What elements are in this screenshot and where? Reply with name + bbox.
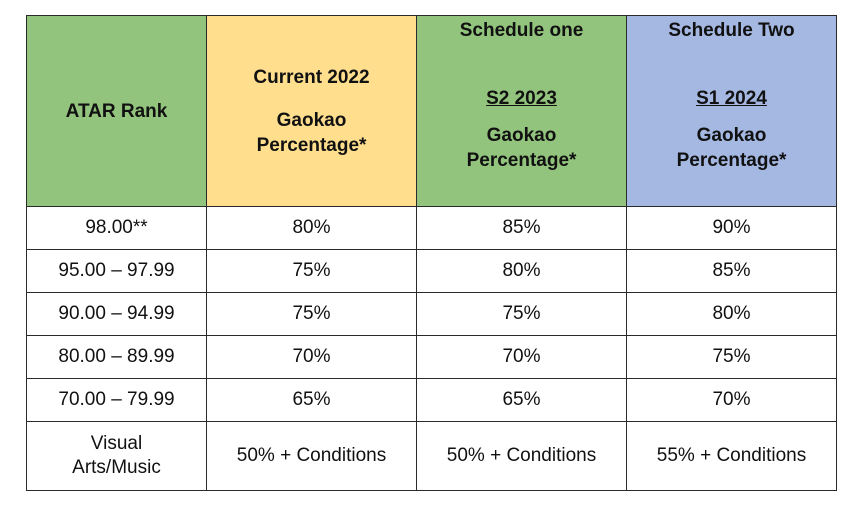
header-current-metric-2: Percentage*	[256, 134, 367, 156]
cell-current: 50% + Conditions	[207, 422, 417, 491]
header-schedule-one-title: Schedule one	[459, 20, 584, 41]
cell-schedule-two: 90%	[627, 207, 837, 250]
cell-schedule-two: 85%	[627, 250, 837, 293]
table-row	[27, 336, 837, 379]
cell-current: 75%	[207, 293, 417, 336]
table-header-row	[27, 16, 837, 207]
header-schedule-one-metric-1: Gaokao	[486, 125, 557, 146]
cell-rank: 90.00 – 94.99	[27, 293, 207, 336]
cell-schedule-two: 75%	[627, 336, 837, 379]
header-schedule-two-metric-1: Gaokao	[696, 125, 767, 146]
header-current-year: Current 2022	[253, 66, 370, 88]
table-row	[27, 250, 837, 293]
header-schedule-one-term: S2 2023	[486, 88, 557, 109]
header-current-metric-1: Gaokao	[276, 109, 347, 131]
cell-schedule-two: 80%	[627, 293, 837, 336]
cell-schedule-one: 70%	[417, 336, 627, 379]
cell-rank	[27, 422, 207, 491]
header-atar-rank	[27, 16, 207, 207]
header-current-2022	[207, 16, 417, 207]
header-schedule-two	[627, 16, 837, 207]
cell-schedule-two: 55% + Conditions	[627, 422, 837, 491]
cell-schedule-one: 50% + Conditions	[417, 422, 627, 491]
table-row	[27, 207, 837, 250]
cell-current: 75%	[207, 250, 417, 293]
cell-current: 80%	[207, 207, 417, 250]
header-schedule-two-title: Schedule Two	[668, 20, 795, 41]
header-schedule-two-metric-2: Percentage*	[676, 150, 787, 171]
table-row	[27, 293, 837, 336]
cell-current: 70%	[207, 336, 417, 379]
cell-rank-line-1: Visual	[90, 433, 143, 454]
cell-rank-line-2: Arts/Music	[72, 457, 161, 478]
cell-schedule-one: 65%	[417, 379, 627, 422]
header-rank-label: ATAR Rank	[65, 100, 168, 122]
cell-current: 65%	[207, 379, 417, 422]
table-row	[27, 379, 837, 422]
header-schedule-two-term: S1 2024	[696, 88, 767, 109]
header-schedule-one-metric-2: Percentage*	[466, 150, 577, 171]
cell-schedule-one: 85%	[417, 207, 627, 250]
cell-schedule-one: 75%	[417, 293, 627, 336]
atar-gaokao-table	[26, 15, 837, 491]
cell-rank: 80.00 – 89.99	[27, 336, 207, 379]
cell-rank: 70.00 – 79.99	[27, 379, 207, 422]
table-row	[27, 422, 837, 491]
cell-schedule-one: 80%	[417, 250, 627, 293]
cell-rank: 95.00 – 97.99	[27, 250, 207, 293]
cell-rank: 98.00**	[27, 207, 207, 250]
cell-schedule-two: 70%	[627, 379, 837, 422]
header-schedule-one	[417, 16, 627, 207]
